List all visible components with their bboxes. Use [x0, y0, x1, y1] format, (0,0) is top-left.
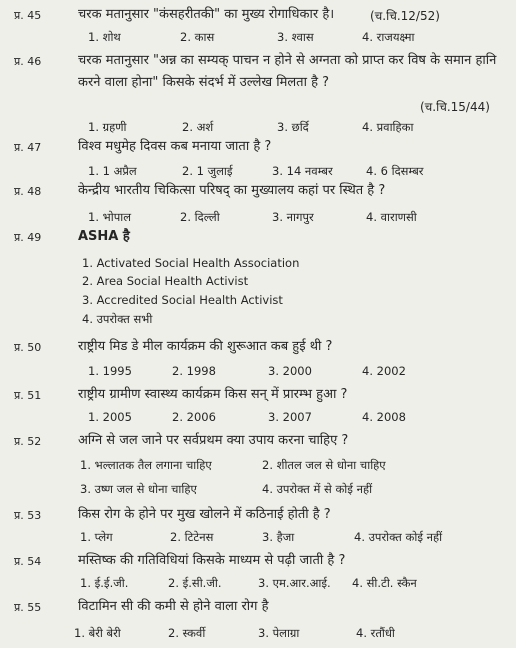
option-1: 1. शोथ — [88, 30, 121, 44]
option-2: 2. 1 जुलाई — [182, 164, 233, 178]
question-number: प्र. 48 — [14, 185, 42, 198]
question-reference: (च.चि.12/52) — [370, 9, 440, 23]
question-text: मस्तिष्क की गतिविधियां किसके माध्यम से पढ़ी जाती है ? — [78, 553, 346, 568]
question-text: चरक मतानुसार "कंसहरीतकी" का मुख्य रोगाधिकार है। — [78, 7, 335, 22]
option-4: 4. 2008 — [362, 410, 406, 424]
option-2: 2. 1998 — [172, 364, 216, 378]
option-4: 4. उपरोक्त सभी — [82, 312, 153, 326]
question-text: ASHA है — [78, 229, 130, 244]
question-number: प्र. 50 — [14, 341, 42, 354]
option-2: 2. 2006 — [172, 410, 216, 424]
option-2: 2. दिल्ली — [180, 210, 220, 224]
question-text: अग्नि से जल जाने पर सर्वप्रथम क्या उपाय करना चाहिए ? — [78, 433, 349, 448]
option-1: 1. Activated Social Health Association — [82, 256, 300, 270]
option-1: 1. 1 अप्रैल — [88, 164, 137, 178]
option-1: 1. बेरी बेरी — [74, 626, 121, 640]
option-1: 1. 2005 — [88, 410, 132, 424]
option-2: 2. Area Social Health Activist — [82, 274, 249, 288]
option-3: 3. पेलाग्रा — [258, 626, 300, 640]
question-number: प्र. 53 — [14, 509, 42, 522]
question-text: किस रोग के होने पर मुख खोलने में कठिनाई होती है ? — [78, 507, 331, 522]
option-4: 4. उपरोक्त कोई नहीं — [354, 530, 443, 544]
question-number: प्र. 49 — [14, 231, 42, 244]
question-number: प्र. 47 — [14, 141, 42, 154]
question-number: प्र. 52 — [14, 435, 42, 448]
option-3: 3. नागपुर — [272, 210, 314, 224]
option-4: 4. वाराणसी — [366, 210, 417, 224]
option-4: 4. 6 दिसम्बर — [366, 164, 424, 178]
question-number: प्र. 51 — [14, 389, 42, 402]
question-number: प्र. 54 — [14, 555, 42, 568]
question-number: प्र. 45 — [14, 9, 42, 22]
option-1: 1. ई.ई.जी. — [80, 576, 129, 590]
option-4: 4. राजयक्ष्मा — [362, 30, 415, 44]
question-text: राष्ट्रीय मिड डे मील कार्यक्रम की शुरूआत कब हुई थी ? — [78, 339, 333, 354]
option-2: 2. टिटेनस — [170, 530, 214, 544]
option-1: 1. प्लेग — [80, 530, 113, 544]
option-4: 4. सी.टी. स्कैन — [352, 576, 417, 590]
option-2: 2. शीतल जल से धोना चाहिए — [262, 458, 386, 472]
question-reference: (च.चि.15/44) — [420, 100, 490, 114]
question-text: विश्व मधुमेह दिवस कब मनाया जाता है ? — [78, 139, 272, 154]
option-2: 2. कास — [180, 30, 215, 44]
option-4: 4. रतौंधी — [356, 626, 395, 640]
option-3: 3. 14 नवम्बर — [272, 164, 333, 178]
option-1: 1. ग्रहणी — [88, 120, 127, 134]
option-3: 3. छर्दि — [277, 120, 309, 134]
option-1: 1. भल्लातक तैल लगाना चाहिए — [80, 458, 212, 472]
option-4: 4. उपरोक्त में से कोई नहीं — [262, 482, 373, 496]
option-3: 3. 2000 — [268, 364, 312, 378]
option-3: 3. Accredited Social Health Activist — [82, 293, 283, 307]
option-3: 3. 2007 — [268, 410, 312, 424]
option-2: 2. ई.सी.जी. — [168, 576, 222, 590]
option-1: 1. 1995 — [88, 364, 132, 378]
question-text: केन्द्रीय भारतीय चिकित्सा परिषद् का मुख्यालय कहां पर स्थित है ? — [78, 183, 386, 198]
option-4: 4. 2002 — [362, 364, 406, 378]
question-text: चरक मतानुसार "अन्न का सम्यक् पाचन न होने से अग्नता को प्राप्त कर विष के समान हानि करने वाला होना" किसके संदर्भ में उल्लेख मिलता है ? — [78, 53, 497, 90]
option-2: 2. अर्श — [182, 120, 214, 134]
option-4: 4. प्रवाहिका — [362, 120, 414, 134]
question-text: राष्ट्रीय ग्रामीण स्वास्थ्य कार्यक्रम किस सन् में प्रारम्भ हुआ ? — [78, 387, 348, 402]
option-3: 3. उष्ण जल से धोना चाहिए — [80, 482, 197, 496]
option-2: 2. स्कर्वी — [168, 626, 206, 640]
option-1: 1. भोपाल — [88, 210, 131, 224]
option-3: 3. हैजा — [262, 530, 295, 544]
question-text: विटामिन सी की कमी से होने वाला रोग है — [78, 599, 269, 614]
option-3: 3. एम.आर.आई. — [258, 576, 331, 590]
question-number: प्र. 46 — [14, 55, 42, 68]
question-number: प्र. 55 — [14, 601, 42, 614]
option-3: 3. श्वास — [277, 30, 314, 44]
